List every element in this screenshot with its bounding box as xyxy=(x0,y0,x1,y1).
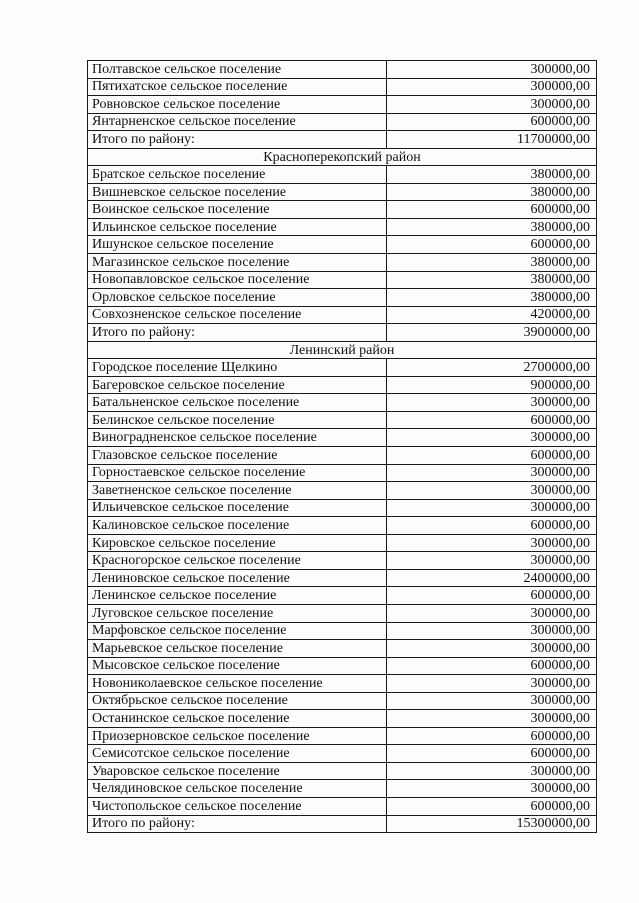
settlement-row xyxy=(88,675,597,693)
settlement-row xyxy=(88,96,597,114)
settlement-name: Луговское сельское поселение xyxy=(88,604,387,622)
settlement-name: Уваровское сельское поселение xyxy=(88,762,387,780)
settlement-name: Октябрьское сельское поселение xyxy=(88,692,387,710)
settlement-row xyxy=(88,113,597,131)
settlement-amount: 600000,00 xyxy=(387,745,597,763)
settlement-name: Новониколаевское сельское поселение xyxy=(88,675,387,693)
settlement-name: Виноградненское сельское поселение xyxy=(88,429,387,447)
settlement-row xyxy=(88,482,597,500)
settlement-row xyxy=(88,569,597,587)
settlement-name: Приозерновское сельское поселение xyxy=(88,727,387,745)
settlement-row xyxy=(88,359,597,377)
settlement-name: Заветненское сельское поселение xyxy=(88,482,387,500)
settlement-amount: 380000,00 xyxy=(387,289,597,307)
settlement-row xyxy=(88,306,597,324)
settlement-amount: 300000,00 xyxy=(387,394,597,412)
settlement-name: Кировское сельское поселение xyxy=(88,534,387,552)
settlement-name: Новопавловское сельское поселение xyxy=(88,271,387,289)
settlement-name: Марьевское сельское поселение xyxy=(88,640,387,658)
settlement-row xyxy=(88,447,597,465)
settlement-row xyxy=(88,166,597,184)
settlement-amount: 420000,00 xyxy=(387,306,597,324)
settlement-amount: 300000,00 xyxy=(387,692,597,710)
district-name: Ленинский район xyxy=(88,341,597,359)
settlement-name: Горностаевское сельское поселение xyxy=(88,464,387,482)
allocation-table-body xyxy=(88,61,597,833)
settlement-name: Семисотское сельское поселение xyxy=(88,745,387,763)
settlement-amount: 380000,00 xyxy=(387,271,597,289)
settlement-name: Ильичевское сельское поселение xyxy=(88,499,387,517)
district-total-label: Итого по району: xyxy=(88,815,387,833)
settlement-amount: 600000,00 xyxy=(387,447,597,465)
settlement-row xyxy=(88,797,597,815)
settlement-name: Братское сельское поселение xyxy=(88,166,387,184)
settlement-name: Глазовское сельское поселение xyxy=(88,447,387,465)
settlement-amount: 300000,00 xyxy=(387,78,597,96)
settlement-amount: 300000,00 xyxy=(387,429,597,447)
settlement-amount: 300000,00 xyxy=(387,640,597,658)
settlement-row xyxy=(88,762,597,780)
settlement-name: Чистопольское сельское поселение xyxy=(88,797,387,815)
settlement-row xyxy=(88,780,597,798)
district-header-row xyxy=(88,148,597,166)
settlement-amount: 2400000,00 xyxy=(387,569,597,587)
settlement-name: Батальненское сельское поселение xyxy=(88,394,387,412)
settlement-amount: 300000,00 xyxy=(387,499,597,517)
settlement-row xyxy=(88,517,597,535)
settlement-name: Орловское сельское поселение xyxy=(88,289,387,307)
settlement-name: Белинское сельское поселение xyxy=(88,411,387,429)
district-total-row xyxy=(88,815,597,833)
settlement-name: Красногорское сельское поселение xyxy=(88,552,387,570)
settlement-amount: 380000,00 xyxy=(387,218,597,236)
settlement-amount: 380000,00 xyxy=(387,166,597,184)
settlement-row xyxy=(88,657,597,675)
district-name: Красноперекопский район xyxy=(88,148,597,166)
settlement-name: Марфовское сельское поселение xyxy=(88,622,387,640)
settlement-amount: 300000,00 xyxy=(387,552,597,570)
settlement-amount: 300000,00 xyxy=(387,482,597,500)
settlement-amount: 380000,00 xyxy=(387,254,597,272)
settlement-amount: 600000,00 xyxy=(387,236,597,254)
settlement-amount: 300000,00 xyxy=(387,780,597,798)
settlement-row xyxy=(88,61,597,79)
settlement-row xyxy=(88,534,597,552)
settlement-name: Челядиновское сельское поселение xyxy=(88,780,387,798)
settlement-row xyxy=(88,640,597,658)
settlement-row xyxy=(88,692,597,710)
settlement-row xyxy=(88,727,597,745)
settlement-name: Полтавское сельское поселение xyxy=(88,61,387,79)
settlement-amount: 300000,00 xyxy=(387,464,597,482)
settlement-amount: 380000,00 xyxy=(387,183,597,201)
settlement-row xyxy=(88,201,597,219)
settlement-row xyxy=(88,376,597,394)
settlement-name: Ильинское сельское поселение xyxy=(88,218,387,236)
district-total-amount: 15300000,00 xyxy=(387,815,597,833)
settlement-name: Мысовское сельское поселение xyxy=(88,657,387,675)
settlement-amount: 600000,00 xyxy=(387,517,597,535)
settlement-row xyxy=(88,411,597,429)
settlement-amount: 600000,00 xyxy=(387,113,597,131)
settlement-name: Совхозненское сельское поселение xyxy=(88,306,387,324)
settlement-row xyxy=(88,429,597,447)
district-total-label: Итого по району: xyxy=(88,131,387,149)
district-total-row xyxy=(88,324,597,342)
settlement-name: Ишунское сельское поселение xyxy=(88,236,387,254)
settlement-name: Багеровское сельское поселение xyxy=(88,376,387,394)
settlement-amount: 300000,00 xyxy=(387,61,597,79)
settlement-row xyxy=(88,745,597,763)
settlement-row xyxy=(88,236,597,254)
settlement-amount: 300000,00 xyxy=(387,534,597,552)
settlement-row xyxy=(88,499,597,517)
settlement-row xyxy=(88,622,597,640)
settlement-amount: 600000,00 xyxy=(387,657,597,675)
district-total-amount: 3900000,00 xyxy=(387,324,597,342)
settlement-name: Останинское сельское поселение xyxy=(88,710,387,728)
settlement-name: Ровновское сельское поселение xyxy=(88,96,387,114)
settlement-name: Калиновское сельское поселение xyxy=(88,517,387,535)
settlement-amount: 300000,00 xyxy=(387,604,597,622)
settlement-row xyxy=(88,289,597,307)
settlement-amount: 300000,00 xyxy=(387,96,597,114)
settlement-name: Лениновское сельское поселение xyxy=(88,569,387,587)
settlement-row xyxy=(88,183,597,201)
settlement-row xyxy=(88,710,597,728)
settlement-amount: 900000,00 xyxy=(387,376,597,394)
district-header-row xyxy=(88,341,597,359)
settlement-name: Воинское сельское поселение xyxy=(88,201,387,219)
district-total-amount: 11700000,00 xyxy=(387,131,597,149)
settlement-amount: 600000,00 xyxy=(387,411,597,429)
settlement-name: Магазинское сельское поселение xyxy=(88,254,387,272)
settlement-amount: 600000,00 xyxy=(387,587,597,605)
settlement-name: Янтарненское сельское поселение xyxy=(88,113,387,131)
settlement-amount: 300000,00 xyxy=(387,622,597,640)
district-total-label: Итого по району: xyxy=(88,324,387,342)
settlement-row xyxy=(88,271,597,289)
settlement-name: Пятихатское сельское поселение xyxy=(88,78,387,96)
settlement-amount: 300000,00 xyxy=(387,762,597,780)
settlement-name: Городское поселение Щелкино xyxy=(88,359,387,377)
settlement-name: Вишневское сельское поселение xyxy=(88,183,387,201)
settlement-row xyxy=(88,218,597,236)
settlement-amount: 2700000,00 xyxy=(387,359,597,377)
district-total-row xyxy=(88,131,597,149)
settlement-amount: 600000,00 xyxy=(387,201,597,219)
settlement-row xyxy=(88,78,597,96)
settlement-row xyxy=(88,394,597,412)
allocation-table xyxy=(87,60,597,833)
settlement-row xyxy=(88,587,597,605)
settlement-row xyxy=(88,552,597,570)
settlement-row xyxy=(88,464,597,482)
settlement-amount: 300000,00 xyxy=(387,710,597,728)
settlement-amount: 600000,00 xyxy=(387,727,597,745)
settlement-row xyxy=(88,254,597,272)
settlement-row xyxy=(88,604,597,622)
settlement-amount: 300000,00 xyxy=(387,675,597,693)
settlement-name: Ленинское сельское поселение xyxy=(88,587,387,605)
settlement-amount: 600000,00 xyxy=(387,797,597,815)
